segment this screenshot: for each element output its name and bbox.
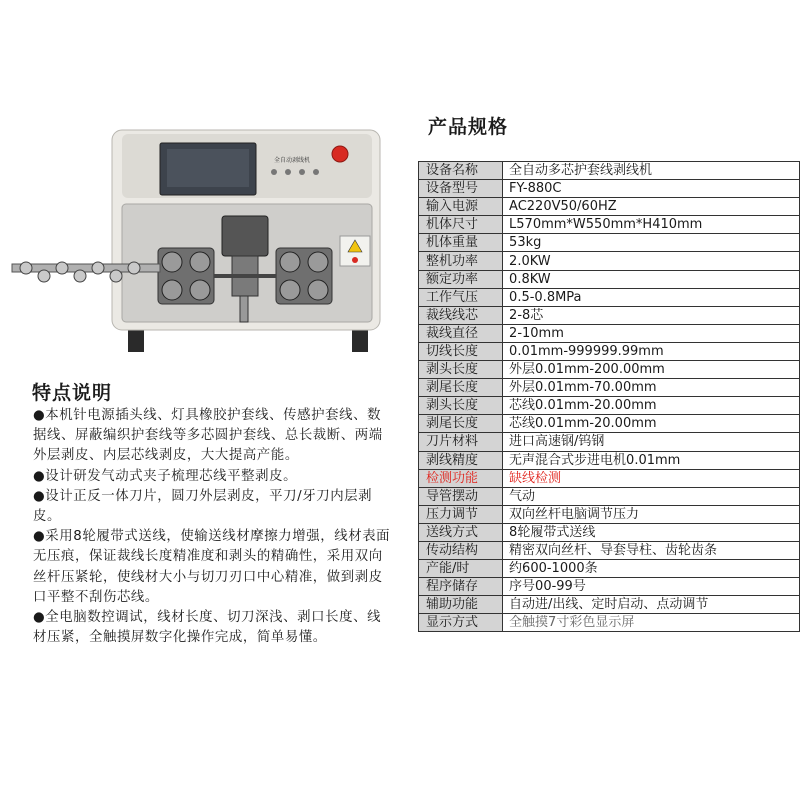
spec-key: 设备名称 [419,162,503,180]
spec-row [419,560,800,578]
spec-row [419,397,800,415]
spec-value: L570mm*W550mm*H410mm [503,216,800,234]
spec-row [419,342,800,360]
feed-roller [308,280,328,300]
spec-key: 显示方式 [419,614,503,632]
spec-row [419,270,800,288]
feed-roller [280,280,300,300]
feed-roller [308,252,328,272]
spec-value: 外层0.01mm-200.00mm [503,361,800,379]
spec-key: 机体尺寸 [419,216,503,234]
spec-key: 整机功率 [419,252,503,270]
spec-value: 0.01mm-999999.99mm [503,342,800,360]
spec-row [419,288,800,306]
spec-key: 刀片材料 [419,433,503,451]
spec-value: 气动 [503,487,800,505]
feature-item: ●设计研发气动式夹子梳理芯线平整剥皮。 [33,468,298,484]
feature-item: ●采用8轮履带式送线，使输送线材摩擦力增强，线材表面无压痕，保证裁线长度精准度和剥头的精确性，采用双向丝杆压紧轮，使线材大小与切刀刃口中心精准，做到剥皮口平整不刮伤芯线。 [33,529,391,605]
spec-key: 裁线线芯 [419,306,503,324]
machine-brand-label: 全自动剥线机 [273,157,311,164]
spec-value: 外层0.01mm-70.00mm [503,379,800,397]
spec-row [419,216,800,234]
spec-row [419,180,800,198]
spec-row [419,379,800,397]
spec-key: 剥线精度 [419,451,503,469]
spec-row [419,234,800,252]
spec-key: 工作气压 [419,288,503,306]
spec-value: 8轮履带式送线 [503,523,800,541]
spec-table [418,161,800,632]
features-list [33,406,393,648]
spec-key: 产能/时 [419,560,503,578]
spec-row [419,198,800,216]
panel-button [313,169,319,175]
spec-row [419,306,800,324]
spec-key: 输入电源 [419,198,503,216]
specs-title: 产品规格 [428,116,509,138]
spec-key: 程序储存 [419,578,503,596]
feed-roller [162,280,182,300]
spec-value: 约600-1000条 [503,560,800,578]
spec-row [419,614,800,632]
spec-row [419,541,800,559]
spec-value: 芯线0.01mm-20.00mm [503,415,800,433]
spec-key: 送线方式 [419,523,503,541]
spec-value: 2-8芯 [503,306,800,324]
spec-value: 序号00-99号 [503,578,800,596]
feed-roller [190,252,210,272]
spec-value: 进口高速钢/钨钢 [503,433,800,451]
spec-value: 无声混合式步进电机0.01mm [503,451,800,469]
spec-value: 0.8KW [503,270,800,288]
feature-item: ●本机针电源插头线、灯具橡胶护套线、传感护套线、数据线、屏蔽编织护套线等多芯圆护套线、总长裁断、两端外层剥皮、内层芯线剥皮，大大提高产能。 [33,408,383,464]
spec-key: 剥头长度 [419,361,503,379]
spec-row [419,469,800,487]
spec-row [419,162,800,180]
spec-value: 0.5-0.8MPa [503,288,800,306]
spec-value: FY-880C [503,180,800,198]
spec-key: 裁线直径 [419,324,503,342]
spec-row [419,487,800,505]
machine-illustration [0,118,400,368]
spec-value: 全自动多芯护套线剥线机 [503,162,800,180]
feed-roller [162,252,182,272]
spec-value: 53kg [503,234,800,252]
feed-roller [190,280,210,300]
spec-row [419,433,800,451]
spec-key: 机体重量 [419,234,503,252]
spec-row [419,523,800,541]
spec-key: 剥尾长度 [419,415,503,433]
spec-key: 辅助功能 [419,596,503,614]
spec-key: 设备型号 [419,180,503,198]
spec-value: 精密双向丝杆、导套导柱、齿轮齿条 [503,541,800,559]
spec-value: 芯线0.01mm-20.00mm [503,397,800,415]
spec-key: 切线长度 [419,342,503,360]
spec-key: 导管摆动 [419,487,503,505]
panel-button [299,169,305,175]
spec-value: 2.0KW [503,252,800,270]
spec-value: 双向丝杆电脑调节压力 [503,505,800,523]
spec-row [419,324,800,342]
spec-row [419,451,800,469]
emergency-stop-button [332,146,348,162]
cutter-head [222,216,268,256]
spec-value: AC220V50/60HZ [503,198,800,216]
spec-value: 缺线检测 [503,469,800,487]
spec-row [419,361,800,379]
spec-key: 压力调节 [419,505,503,523]
spec-row [419,252,800,270]
spec-key: 额定功率 [419,270,503,288]
panel-button [285,169,291,175]
spec-key: 剥尾长度 [419,379,503,397]
spec-row [419,415,800,433]
panel-button [271,169,277,175]
spec-value: 自动进/出线、定时启动、点动调节 [503,596,800,614]
spec-row [419,596,800,614]
spec-row [419,505,800,523]
spec-row [419,578,800,596]
features-title: 特点说明 [32,382,113,404]
spec-key: 传动结构 [419,541,503,559]
feed-roller [280,252,300,272]
spec-value: 全触摸7寸彩色显示屏 [503,614,800,632]
feature-item: ●设计正反一体刀片，圆刀外层剥皮，平刀/牙刀内层剥皮。 [33,488,373,525]
spec-key: 检测功能 [419,469,503,487]
spec-value: 2-10mm [503,324,800,342]
feature-item: ●全电脑数控调试，线材长度、切刀深浅、剥口长度、线材压紧，全触摸屏数字化操作完成，简单易懂。 [33,610,382,646]
spec-key: 剥头长度 [419,397,503,415]
